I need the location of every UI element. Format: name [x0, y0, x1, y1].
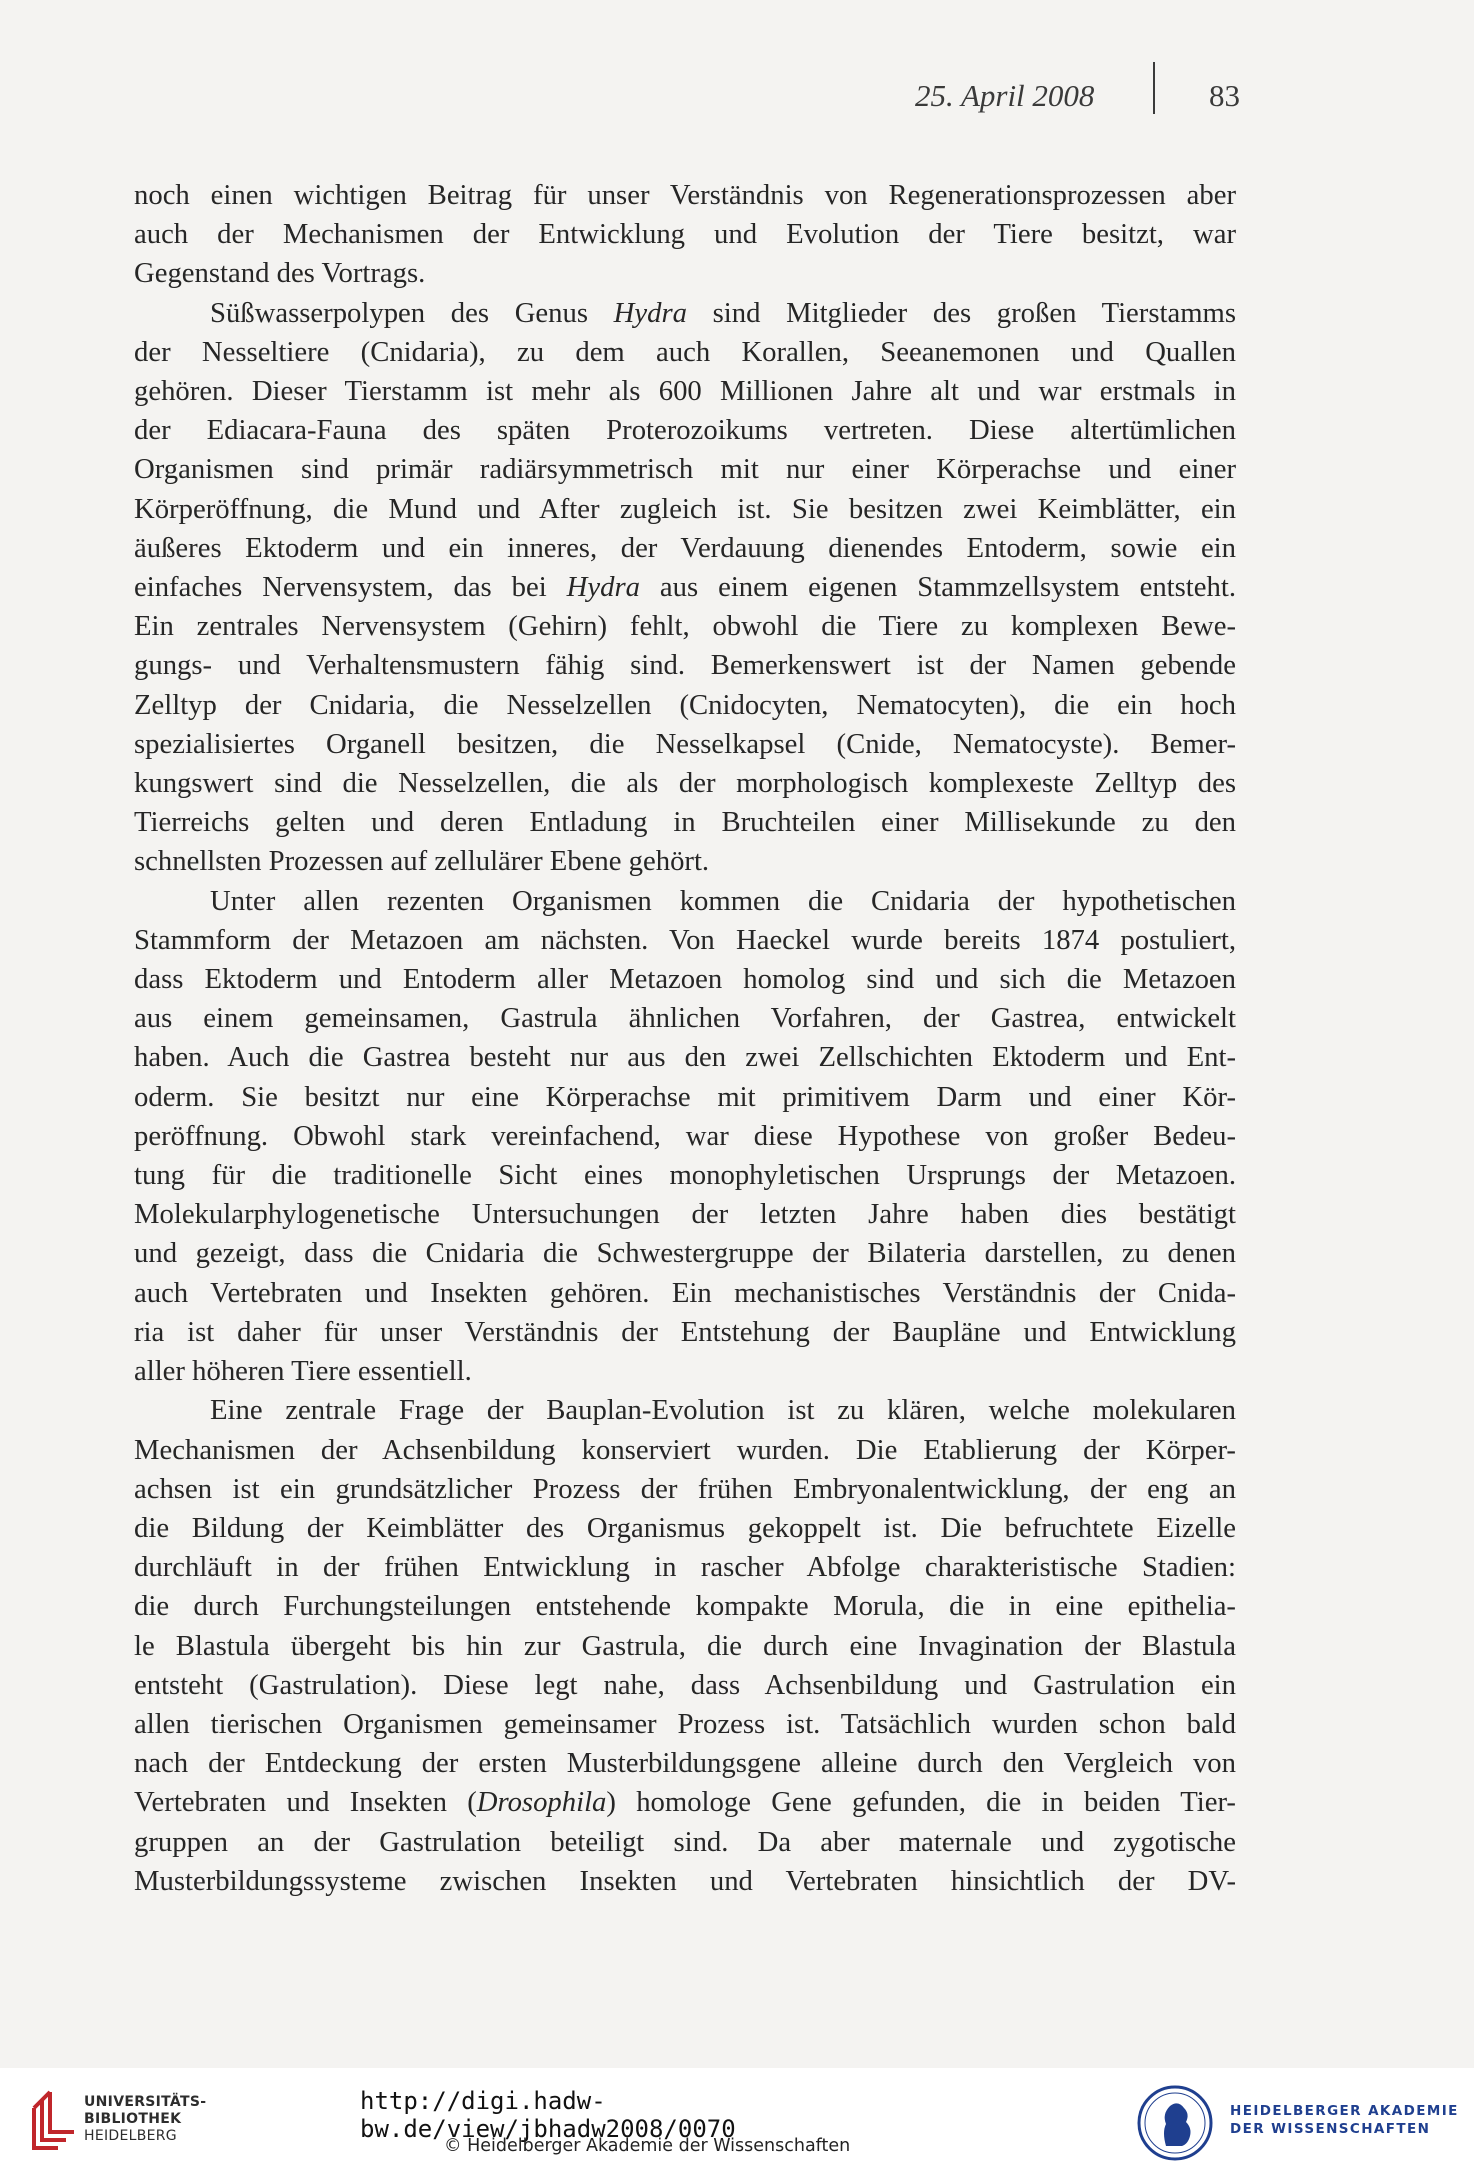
text-line: die durch Furchungsteilungen entstehende kompakte Morula, die in eine epithelia- [134, 1590, 1236, 1623]
text-line: auch der Mechanismen der Entwicklung und Evolution der Tiere besitzt, war [134, 218, 1236, 251]
text-line: Organismen sind primär radiärsymmetrisch mit nur einer Körperachse und einer [134, 453, 1236, 486]
text-line: Vertebraten und Insekten (Drosophila) homologe Gene gefunden, die in beiden Tier- [134, 1786, 1236, 1819]
header-divider [1153, 62, 1155, 114]
text-line: und gezeigt, dass die Cnidaria die Schwestergruppe der Bilateria darstellen, zu denen [134, 1237, 1236, 1270]
library-name: UNIVERSITÄTS- BIBLIOTHEK HEIDELBERG [84, 2094, 207, 2144]
text-line: aller höheren Tiere essentiell. [134, 1355, 472, 1388]
text-line: le Blastula übergeht bis hin zur Gastrula, die durch eine Invagination der Blastula [134, 1629, 1236, 1662]
text-line: gungs- und Verhaltensmustern fähig sind. Bemerkenswert ist der Namen gebende [134, 649, 1236, 682]
text-line: ria ist daher für unser Verständnis der Entstehung der Baupläne und Entwicklung [134, 1315, 1236, 1348]
academy-seal-icon [1136, 2084, 1214, 2162]
page-number: 83 [1209, 78, 1240, 113]
ub-heidelberg-logo-icon [28, 2088, 78, 2154]
text-line: allen tierischen Organismen gemeinsamer Prozess ist. Tatsächlich wurden schon bald [134, 1707, 1236, 1740]
text-line: Mechanismen der Achsenbildung konserviert wurden. Die Etablierung der Körper- [134, 1433, 1236, 1466]
text-line: Eine zentrale Frage der Bauplan-Evolution ist zu klären, welche molekularen [210, 1394, 1236, 1427]
paragraph-1 [134, 176, 1236, 294]
text-line: die Bildung der Keimblätter des Organismus gekoppelt ist. Die befruchtete Eizelle [134, 1511, 1236, 1544]
text-line: Stammform der Metazoen am nächsten. Von Haeckel wurde bereits 1874 postuliert, [134, 923, 1236, 956]
text-line: aus einem gemeinsamen, Gastrula ähnlichen Vorfahren, der Gastrea, entwickelt [134, 1002, 1236, 1035]
text-line: kungswert sind die Nesselzellen, die als der morphologisch komplexeste Zelltyp des [134, 767, 1236, 800]
text-line: Gegenstand des Vortrags. [134, 257, 426, 290]
text-line: nach der Entdeckung der ersten Musterbildungsgene alleine durch den Vergleich von [134, 1747, 1236, 1780]
text-line: gehören. Dieser Tierstamm ist mehr als 600 Millionen Jahre alt und war erstmals in [134, 375, 1236, 408]
paragraph-3 [134, 882, 1236, 1392]
text-line: Tierreichs gelten und deren Entladung in Bruchteilen einer Millisekunde zu den [134, 806, 1236, 839]
copyright-notice: © Heidelberger Akademie der Wissenschaften [444, 2136, 851, 2156]
text-line: einfaches Nervensystem, das bei Hydra aus einem eigenen Stammzellsystem entsteht. [134, 571, 1236, 604]
permalink-url[interactable]: http://digi.hadw-bw.de/view/jbhadw2008/0070 [360, 2087, 736, 2143]
body-text [134, 176, 1236, 1901]
text-line: noch einen wichtigen Beitrag für unser Verständnis von Regenerationsprozessen aber [134, 179, 1236, 211]
text-line: entsteht (Gastrulation). Diese legt nahe, dass Achsenbildung und Gastrulation ein [134, 1668, 1236, 1701]
text-line: oderm. Sie besitzt nur eine Körperachse mit primitivem Darm und einer Kör- [134, 1080, 1236, 1113]
text-line: schnellsten Prozessen auf zellulärer Ebene gehört. [134, 845, 710, 878]
digitization-footer [0, 2068, 1474, 2173]
text-line: der Nesseltiere (Cnidaria), zu dem auch Korallen, Seeanemonen und Quallen [134, 335, 1236, 368]
text-line: der Ediacara-Fauna des späten Proterozoikums vertreten. Diese altertümlichen [134, 414, 1236, 447]
text-line: dass Ektoderm und Entoderm aller Metazoen homolog sind und sich die Metazoen [134, 963, 1236, 996]
text-line: achsen ist ein grundsätzlicher Prozess der frühen Embryonalentwicklung, der eng an [134, 1472, 1236, 1505]
text-line: Körperöffnung, die Mund und After zugleich ist. Sie besitzen zwei Keimblätter, ein [134, 492, 1236, 525]
text-line: Süßwasserpolypen des Genus Hydra sind Mitglieder des großen Tierstamms [210, 296, 1237, 329]
header-date: 25. April 2008 [915, 78, 1095, 113]
text-line: Musterbildungssysteme zwischen Insekten und Vertebraten hinsichtlich der DV- [134, 1864, 1236, 1897]
text-line: peröffnung. Obwohl stark vereinfachend, war diese Hypothese von großer Bedeu- [134, 1119, 1236, 1152]
text-line: äußeres Ektoderm und ein inneres, der Verdauung dienendes Entoderm, sowie ein [134, 531, 1236, 564]
text-line: auch Vertebraten und Insekten gehören. Ein mechanistisches Verständnis der Cnida- [134, 1276, 1236, 1309]
text-line: spezialisiertes Organell besitzen, die Nesselkapsel (Cnide, Nematocyste). Bemer- [134, 727, 1236, 760]
text-line: durchläuft in der frühen Entwicklung in rascher Abfolge charakteristische Stadien: [134, 1551, 1236, 1584]
running-head [860, 78, 1240, 118]
paragraph-2 [134, 294, 1236, 882]
text-line: Ein zentrales Nervensystem (Gehirn) fehlt, obwohl die Tiere zu komplexen Bewe- [134, 610, 1236, 643]
academy-name: HEIDELBERGER AKADEMIE DER WISSENSCHAFTEN [1230, 2103, 1459, 2137]
text-line: tung für die traditionelle Sicht eines monophyletischen Ursprungs der Metazoen. [134, 1159, 1236, 1192]
text-line: Zelltyp der Cnidaria, die Nesselzellen (Cnidocyten, Nematocyten), die ein hoch [134, 688, 1236, 721]
text-line: gruppen an der Gastrulation beteiligt sind. Da aber maternale und zygotische [134, 1825, 1236, 1858]
text-line: haben. Auch die Gastrea besteht nur aus den zwei Zellschichten Ektoderm und Ent- [134, 1041, 1236, 1074]
text-line: Unter allen rezenten Organismen kommen die Cnidaria der hypothetischen [210, 884, 1236, 917]
paragraph-4 [134, 1391, 1236, 1901]
text-line: Molekularphylogenetische Untersuchungen der letzten Jahre haben dies bestätigt [134, 1198, 1236, 1231]
